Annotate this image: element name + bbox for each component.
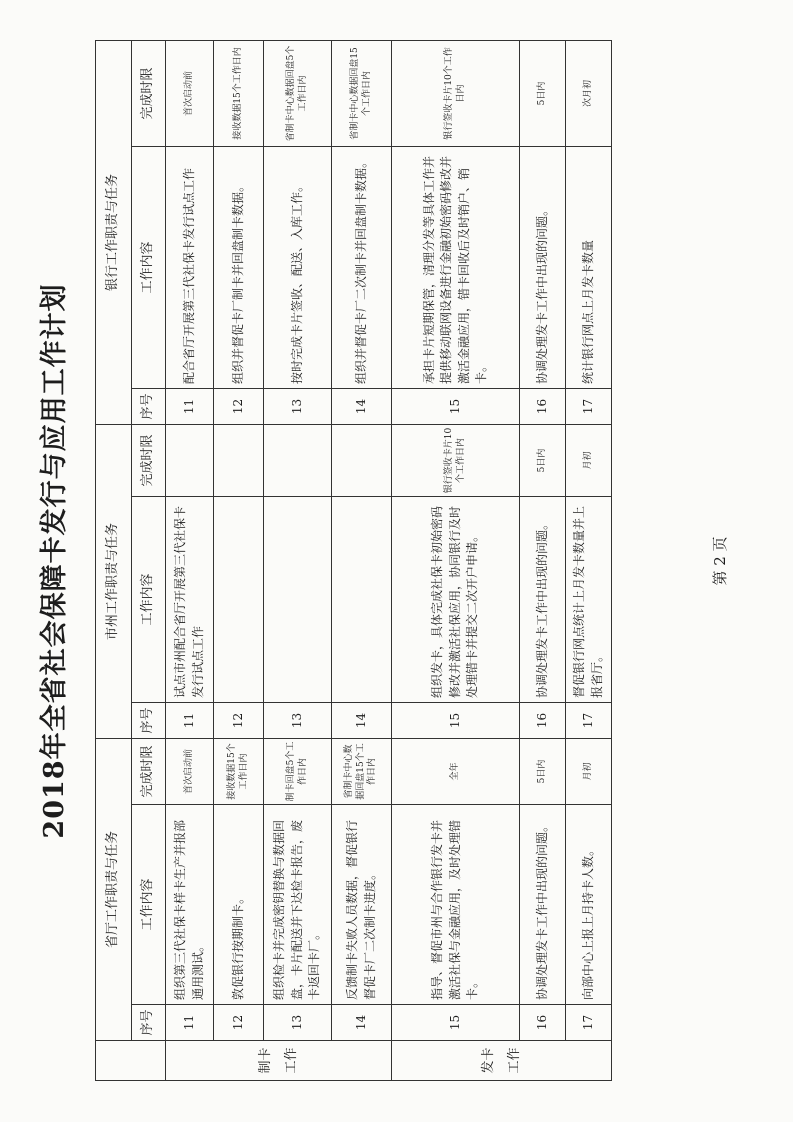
city-deadline: 银行签收卡片10个工作日内 (392, 424, 520, 496)
table-row (566, 40, 612, 1080)
category-cell: 发卡工作 (392, 1041, 612, 1081)
prov-work-content: 反馈制卡失败人员数据，督促银行督促卡厂二次制卡进度。 (332, 805, 392, 1005)
bank-deadline: 接收数据15个工作日内 (214, 40, 264, 146)
city-deadline (332, 424, 392, 496)
bank-deadline: 5日内 (520, 40, 566, 146)
section-provincial: 省厅工作职责与任务 (96, 738, 132, 1040)
city-deadline: 5日内 (520, 424, 566, 496)
prov-row-number: 13 (264, 1005, 332, 1041)
header-no: 序号 (132, 702, 166, 738)
header-no: 序号 (132, 1005, 166, 1041)
bank-row-number: 11 (166, 388, 214, 424)
table-body (96, 40, 612, 1080)
header-deadline: 完成时限 (132, 40, 166, 146)
table-row (520, 40, 566, 1080)
bank-work-content: 协调处理发卡工作中出现的问题。 (520, 146, 566, 388)
city-work-content: 组织发卡，具体完成社保卡初始密码修改并激活社保应用，协同银行及时处理错卡并提交二次开户申请。 (392, 496, 520, 702)
column-header-row (132, 40, 166, 1080)
prov-work-content: 组织第三代社保卡样卡生产并报部通用测试。 (166, 805, 214, 1005)
section-bank: 银行工作职责与任务 (96, 40, 132, 424)
category-cell: 制卡工作 (166, 1041, 392, 1081)
page-title: 2018年全省社会保障卡发行与应用工作计划 (39, 283, 70, 839)
prov-deadline: 月初 (566, 738, 612, 804)
prov-deadline: 全年 (392, 738, 520, 804)
city-deadline (214, 424, 264, 496)
city-row-number: 15 (392, 702, 520, 738)
prov-work-content: 指导、督促市州与合作银行发卡并激活社保与金融应用，及时处理错卡。 (392, 805, 520, 1005)
header-content: 工作内容 (132, 805, 166, 1005)
header-deadline: 完成时限 (132, 738, 166, 804)
bank-row-number: 16 (520, 388, 566, 424)
bank-row-number: 17 (566, 388, 612, 424)
bank-work-content: 承担卡片短期保管，清理分发等具体工作并提供移动联网设备进行金融初始密码修改并激活金融应用，错卡回收后及时销户、销卡。 (392, 146, 520, 388)
bank-row-number: 13 (264, 388, 332, 424)
city-deadline (264, 424, 332, 496)
header-content: 工作内容 (132, 496, 166, 702)
table-row (392, 40, 520, 1080)
prov-work-content: 协调处理发卡工作中出现的问题。 (520, 805, 566, 1005)
table-row (214, 40, 264, 1080)
prov-row-number: 15 (392, 1005, 520, 1041)
prov-work-content: 敦促银行按期制卡。 (214, 805, 264, 1005)
rotated-page (31, 41, 761, 1081)
page-footer: 第 2 页 (711, 536, 729, 586)
city-work-content (264, 496, 332, 702)
bank-work-content: 配合省厅开展第三代社保卡发行试点工作 (166, 146, 214, 388)
corner-cell (96, 1041, 166, 1081)
city-row-number: 11 (166, 702, 214, 738)
bank-work-content: 按时完成卡片签收、配送、入库工作。 (264, 146, 332, 388)
header-deadline: 完成时限 (132, 424, 166, 496)
city-deadline: 月初 (566, 424, 612, 496)
prov-work-content: 组织检卡并完成密钥替换与数据回盘，卡片配送并下达检卡报告，废卡返回卡厂。 (264, 805, 332, 1005)
city-work-content (214, 496, 264, 702)
section-header-row (96, 40, 132, 1080)
prov-row-number: 14 (332, 1005, 392, 1041)
city-work-content: 试点市州配合省厅开展第三代社保卡发行试点工作 (166, 496, 214, 702)
bank-work-content: 组织并督促卡厂制卡并回盘制卡数据。 (214, 146, 264, 388)
table-row (332, 40, 392, 1080)
prov-work-content: 向部中心上报上月持卡人数。 (566, 805, 612, 1005)
city-work-content: 协调处理发卡工作中出现的问题。 (520, 496, 566, 702)
bank-row-number: 15 (392, 388, 520, 424)
bank-work-content: 统计银行网点上月发卡数量 (566, 146, 612, 388)
prov-deadline: 制卡回盘5个工作日内 (264, 738, 332, 804)
city-row-number: 12 (214, 702, 264, 738)
bank-deadline: 省制卡中心数据回盘5个工作日内 (264, 40, 332, 146)
bank-deadline: 首次启动前 (166, 40, 214, 146)
bank-deadline: 次月初 (566, 40, 612, 146)
header-no: 序号 (132, 388, 166, 424)
prov-row-number: 12 (214, 1005, 264, 1041)
prov-deadline: 5日内 (520, 738, 566, 804)
city-row-number: 14 (332, 702, 392, 738)
table-row (264, 40, 332, 1080)
prov-row-number: 11 (166, 1005, 214, 1041)
plan-table (95, 40, 612, 1081)
section-city: 市州工作职责与任务 (96, 424, 132, 738)
city-row-number: 17 (566, 702, 612, 738)
prov-row-number: 16 (520, 1005, 566, 1041)
city-work-content: 督促银行网点统计上月发卡数量并上报省厅。 (566, 496, 612, 702)
bank-row-number: 14 (332, 388, 392, 424)
prov-deadline: 接收数据15个工作日内 (214, 738, 264, 804)
header-content: 工作内容 (132, 146, 166, 388)
bank-row-number: 12 (214, 388, 264, 424)
bank-deadline: 省制卡中心数据回盘15个工作日内 (332, 40, 392, 146)
bank-deadline: 银行签收卡片10个工作日内 (392, 40, 520, 146)
city-deadline (166, 424, 214, 496)
city-row-number: 16 (520, 702, 566, 738)
prov-deadline: 首次启动前 (166, 738, 214, 804)
city-row-number: 13 (264, 702, 332, 738)
table-row (166, 40, 214, 1080)
prov-row-number: 17 (566, 1005, 612, 1041)
city-work-content (332, 496, 392, 702)
bank-work-content: 组织并督促卡厂二次制卡并回盘制卡数据。 (332, 146, 392, 388)
prov-deadline: 省制卡中心数据回盘15个工作日内 (332, 738, 392, 804)
